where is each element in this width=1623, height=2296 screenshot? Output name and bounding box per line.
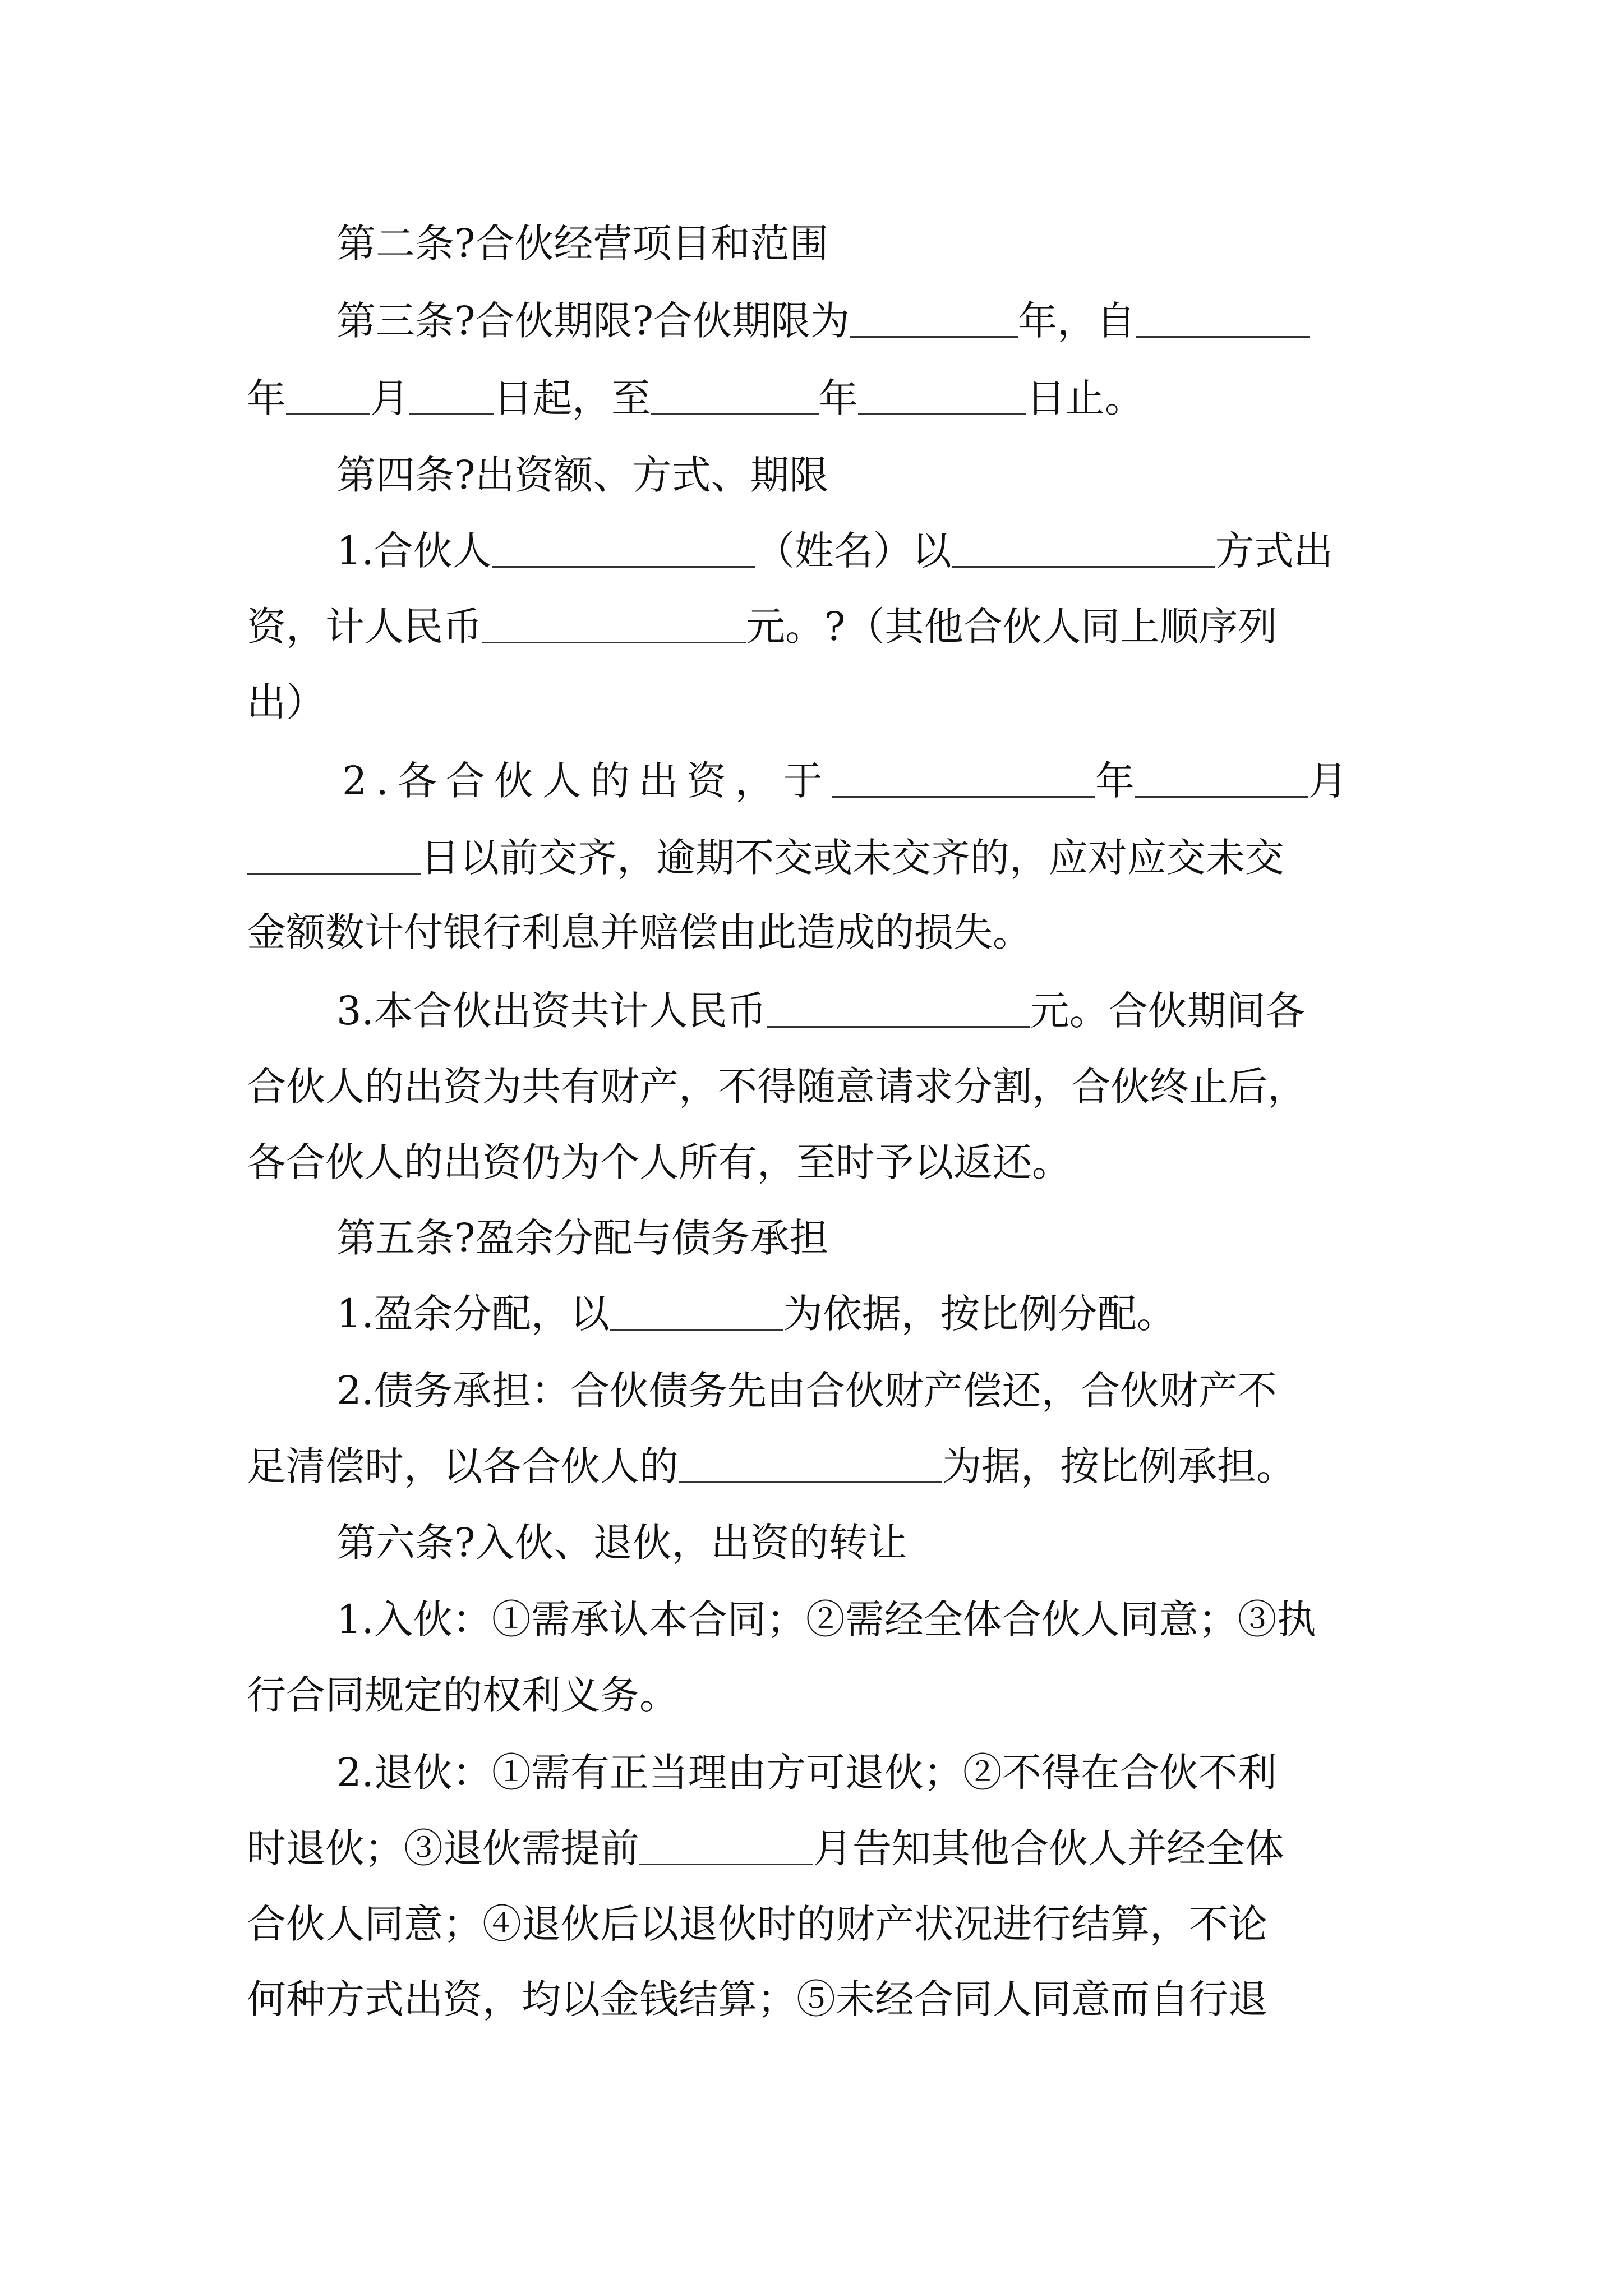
- article-4-3-line-3: 各合伙人的出资仍为个人所有，至时予以返还。: [247, 1139, 1071, 1185]
- article-6-2-line-2: 时退伙；③退伙需提前 月告知其他合伙人并经全体: [247, 1825, 1284, 1871]
- article-5-2-line-1: 2.债务承担：合伙债务先由合伙财产偿还，合伙财产不: [336, 1368, 1277, 1414]
- blank-field: [1136, 302, 1310, 338]
- blank-field: [832, 762, 1095, 798]
- article-4-1-line-3: 出）: [247, 679, 325, 725]
- article-6-2-line-1: 2.退伙：①需有正当理由方可退伙；②不得在合伙不利: [336, 1750, 1277, 1796]
- blank-field: [610, 1295, 783, 1331]
- article-6-1-line-2: 行合同规定的权利义务。: [247, 1672, 679, 1718]
- article-3-line-2: 年 月 日起，至 年 日止。: [247, 375, 1144, 421]
- article-4-2-line-2: 日以前交齐，逾期不交或未交齐的，应对应交未交: [247, 834, 1284, 881]
- blank-field: [492, 532, 755, 568]
- blank-field: [639, 1830, 813, 1865]
- article-4-heading: 第四条?出资额、方式、期限: [336, 452, 829, 498]
- blank-field: [651, 380, 819, 415]
- blank-field: [679, 1448, 942, 1483]
- article-5-2-line-2: 足清偿时，以各合伙人的 为据，按比例承担。: [247, 1443, 1295, 1489]
- article-6-2-line-3: 合伙人同意；④退伙后以退伙时的财产状况进行结算，不论: [247, 1901, 1267, 1947]
- article-3-line-1: 第三条?合伙期限?合伙期限为 年，自: [336, 297, 1310, 344]
- article-4-1-line-2: 资，计人民币 元。?（其他合伙人同上顺序列: [247, 604, 1278, 650]
- article-6-heading: 第六条?入伙、退伙，出资的转让: [336, 1520, 907, 1566]
- blank-field: [482, 608, 746, 643]
- article-5-1-line-1: 1.盈余分配，以 为依据，按比例分配。: [336, 1291, 1176, 1337]
- article-6-2-line-4: 何种方式出资，均以金钱结算；⑤未经合同人同意而自行退: [247, 1976, 1267, 2022]
- blank-field: [767, 992, 1030, 1028]
- article-4-1-line-1: 1.合伙人 （姓名）以 方式出: [336, 528, 1333, 574]
- article-4-2-line-3: 金额数计付银行利息并赔偿由此造成的损失。: [247, 909, 1032, 955]
- blank-field: [409, 380, 494, 415]
- article-4-2-line-1: 2.各合伙人的出资，于 年 月: [342, 758, 1348, 804]
- blank-field: [952, 532, 1215, 568]
- blank-field: [850, 302, 1018, 338]
- article-4-3-line-1: 3.本合伙出资共计人民币 元。合伙期间各: [336, 988, 1305, 1034]
- article-6-1-line-1: 1.入伙：①需承认本合同；②需经全体合伙人同意；③执: [336, 1596, 1316, 1642]
- blank-field: [1135, 762, 1308, 798]
- article-5-heading: 第五条?盈余分配与债务承担: [336, 1215, 829, 1261]
- blank-field: [247, 839, 421, 875]
- blank-field: [858, 380, 1026, 415]
- article-2-heading: 第二条?合伙经营项目和范围: [336, 220, 829, 266]
- blank-field: [286, 380, 370, 415]
- article-4-3-line-2: 合伙人的出资为共有财产，不得随意请求分割，合伙终止后，: [247, 1064, 1307, 1110]
